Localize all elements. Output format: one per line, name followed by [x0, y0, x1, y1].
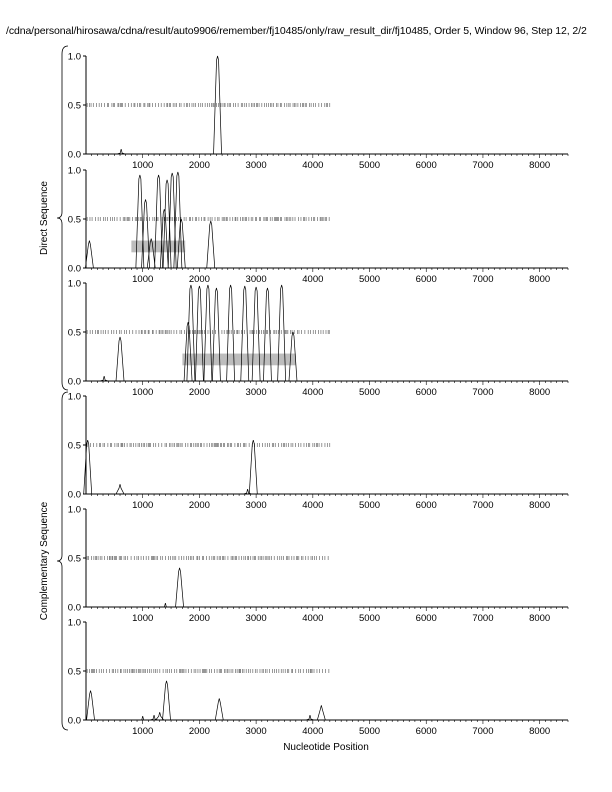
y-tick-label: 0.5 — [67, 553, 81, 565]
gene-box — [131, 241, 185, 253]
x-tick-label: 5000 — [358, 726, 381, 737]
panel-2 — [68, 166, 568, 286]
x-tick-label: 6000 — [415, 726, 437, 737]
x-tick-label: 2000 — [188, 387, 210, 398]
peak-line — [100, 376, 108, 381]
y-tick-label: 0.0 — [67, 715, 81, 727]
x-tick-label: 7000 — [472, 274, 494, 285]
x-tick-label: 2000 — [188, 500, 210, 511]
x-tick-label: 3000 — [245, 274, 267, 285]
y-tick-label: 0.5 — [67, 214, 81, 226]
panel-3 — [68, 279, 568, 399]
x-tick-label: 5000 — [358, 160, 381, 171]
y-tick-label: 1.0 — [67, 391, 81, 403]
x-tick-label: 1000 — [132, 274, 154, 285]
x-tick-label: 5000 — [358, 387, 381, 398]
peak-line — [116, 484, 124, 494]
peak-line — [85, 241, 93, 268]
x-axis-label: Nucleotide Position — [283, 742, 369, 753]
x-tick-label: 3000 — [245, 613, 267, 624]
peak-line — [244, 489, 252, 494]
panel-1 — [68, 52, 568, 172]
x-tick-label: 6000 — [415, 613, 437, 624]
x-tick-label: 2000 — [188, 160, 210, 171]
x-tick-label: 4000 — [302, 726, 324, 737]
group-braces — [39, 46, 68, 730]
x-tick-label: 7000 — [472, 500, 494, 511]
page-title: /cdna/personal/hirosawa/cdna/result/auto9906/remember/fj10485/only/raw_result_dir/fj10485, Order 5, Window 96, Step 12, 2/2 — [6, 25, 587, 37]
x-tick-label: 7000 — [472, 387, 494, 398]
y-tick-label: 1.0 — [67, 165, 81, 177]
x-tick-label: 1000 — [132, 160, 154, 171]
x-tick-label: 8000 — [529, 387, 551, 398]
x-tick-label: 7000 — [472, 160, 494, 171]
x-tick-label: 1000 — [132, 726, 154, 737]
y-tick-label: 0.5 — [67, 440, 81, 452]
peak-line — [215, 698, 223, 720]
y-tick-label: 0.0 — [67, 263, 81, 275]
x-tick-label: 8000 — [529, 274, 551, 285]
x-tick-label: 8000 — [529, 613, 551, 624]
peak-line — [150, 715, 158, 720]
y-tick-label: 1.0 — [67, 617, 81, 629]
peak-line — [306, 715, 314, 720]
x-tick-label: 7000 — [472, 726, 494, 737]
x-tick-label: 6000 — [415, 387, 437, 398]
x-tick-label: 8000 — [529, 160, 551, 171]
x-tick-label: 5000 — [358, 500, 381, 511]
panel-4 — [68, 392, 568, 512]
peak-line — [155, 175, 163, 268]
x-tick-label: 2000 — [188, 274, 210, 285]
panel-6 — [68, 618, 568, 738]
y-tick-label: 1.0 — [67, 51, 81, 63]
x-tick-label: 3000 — [245, 726, 267, 737]
x-tick-label: 4000 — [302, 274, 324, 285]
peak-line — [317, 705, 325, 720]
peak-line — [116, 337, 124, 381]
y-tick-label: 0.5 — [67, 666, 81, 678]
y-tick-label: 0.5 — [67, 100, 81, 112]
x-tick-label: 6000 — [415, 500, 437, 511]
peak-line — [252, 287, 260, 381]
y-tick-label: 1.0 — [67, 504, 81, 516]
x-tick-label: 4000 — [302, 500, 324, 511]
group-brace — [57, 392, 68, 730]
x-tick-label: 1000 — [132, 500, 154, 511]
peak-line — [84, 440, 92, 494]
chart-panels — [68, 52, 568, 738]
y-tick-label: 0.0 — [67, 489, 81, 501]
x-tick-label: 8000 — [529, 726, 551, 737]
peak-line — [263, 288, 271, 381]
peak-line — [136, 175, 144, 268]
panel-5 — [68, 505, 568, 625]
x-tick-label: 2000 — [188, 726, 210, 737]
peak-line — [212, 288, 220, 381]
x-tick-label: 5000 — [358, 613, 381, 624]
x-tick-label: 4000 — [302, 160, 324, 171]
peak-line — [161, 603, 169, 607]
peak-line — [117, 149, 125, 154]
peak-line — [163, 681, 171, 720]
y-tick-label: 0.0 — [67, 149, 81, 161]
peak-line — [139, 716, 147, 720]
x-tick-label: 7000 — [472, 613, 494, 624]
y-tick-label: 1.0 — [67, 278, 81, 290]
x-tick-label: 3000 — [245, 500, 267, 511]
peak-line — [176, 568, 184, 607]
x-tick-label: 2000 — [188, 613, 210, 624]
group-label: Complementary Sequence — [39, 501, 50, 621]
x-tick-label: 1000 — [132, 613, 154, 624]
x-tick-label: 6000 — [415, 160, 437, 171]
y-tick-label: 0.5 — [67, 327, 81, 339]
x-tick-label: 4000 — [302, 613, 324, 624]
peak-line — [187, 285, 195, 381]
group-brace — [57, 46, 68, 390]
x-tick-label: 4000 — [302, 387, 324, 398]
x-tick-label: 6000 — [415, 274, 437, 285]
x-tick-label: 8000 — [529, 500, 551, 511]
peak-line — [249, 440, 257, 494]
peak-line — [207, 221, 215, 268]
y-tick-label: 0.0 — [67, 602, 81, 614]
peak-line — [87, 691, 95, 720]
x-tick-label: 1000 — [132, 387, 154, 398]
y-tick-label: 0.0 — [67, 376, 81, 388]
group-label: Direct Sequence — [39, 181, 50, 255]
x-tick-label: 5000 — [358, 274, 381, 285]
x-tick-label: 3000 — [245, 160, 267, 171]
x-tick-label: 3000 — [245, 387, 267, 398]
